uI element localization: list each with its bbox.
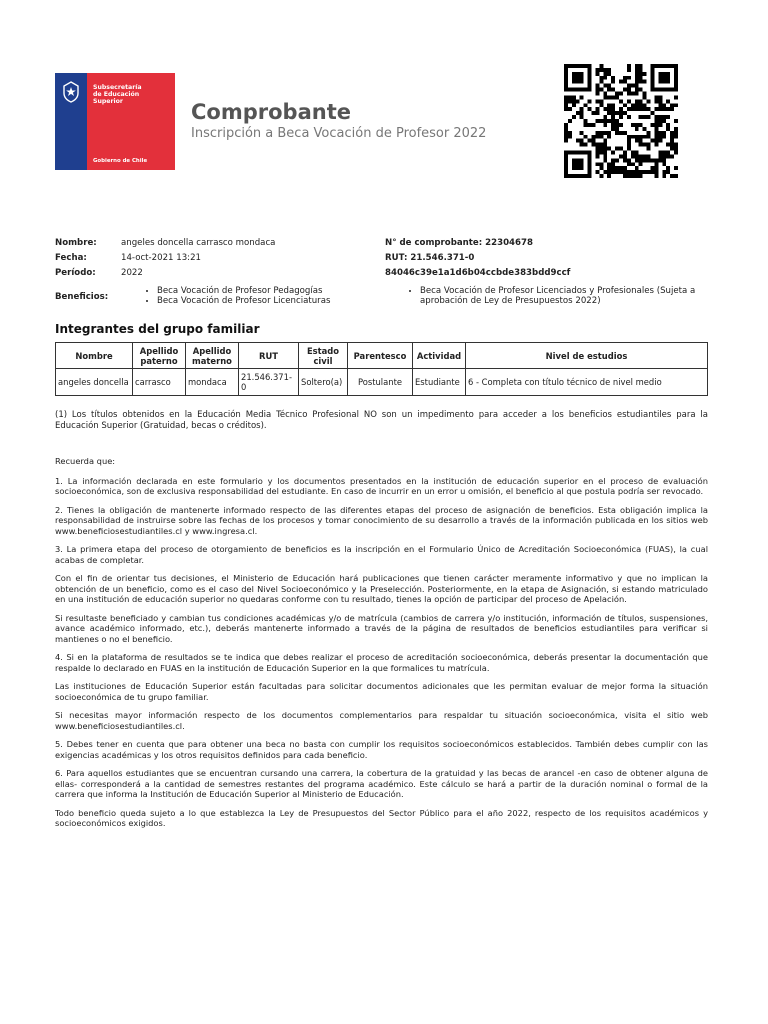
- beneficios-label: Beneficios:: [55, 292, 109, 302]
- family-section-title: Integrantes del grupo familiar: [55, 322, 260, 336]
- ministry-logo: [55, 73, 175, 170]
- col-header: Apellido paterno: [133, 343, 186, 369]
- col-header: Estado civil: [299, 343, 348, 369]
- terms-paragraph: Todo beneficio queda sujeto a lo que establezca la Ley de Presupuestos del Sector Público para el año 2022, respecto de los requisitos académicos y socioeconómicos exigidos.: [55, 807, 708, 828]
- fecha-label: Fecha:: [55, 253, 87, 263]
- nombre-label: Nombre:: [55, 238, 97, 248]
- table-header-row: [56, 343, 708, 369]
- col-header: Parentesco: [348, 343, 413, 369]
- col-header: RUT: [239, 343, 299, 369]
- footnote: (1) Los títulos obtenidos en la Educación Media Técnico Profesional NO son un impedimento para acceder a los beneficios estudiantiles para la Educación Superior (Gratuidad, becas o créditos).: [55, 410, 708, 431]
- fecha-value: 14-oct-2021 13:21: [121, 253, 202, 263]
- nombre-value: angeles doncella carrasco mondaca: [121, 238, 276, 248]
- table-row: [56, 369, 708, 396]
- beneficio-item: • Beca Vocación de Profesor Pedagogías: [157, 286, 330, 296]
- terms-paragraph: 6. Para aquellos estudiantes que se encuentran cursando una carrera, la cobertura de la gratuidad y las becas de arancel -en caso de obtener alguna de ellas- corresponderá a la cantidad de semestres restantes del programa académico. Este cálculo se hará a partir de la duración nominal o formal de la carrera que informa la Institución de Educación Superior al Ministerio de Educación.: [55, 768, 708, 799]
- terms-text: [55, 456, 708, 837]
- table-cell: Soltero(a): [299, 369, 348, 396]
- family-table: [55, 342, 708, 396]
- terms-paragraph: 4. Si en la plataforma de resultados se te indica que debes realizar el proceso de acreditación socioeconómica, deberás presentar la documentación que respalde lo declarado en FUAS en la institución de Educación Superior en la que formalices tu matrícula.: [55, 652, 708, 673]
- terms-paragraph: 2. Tienes la obligación de mantenerte informado respecto de las diferentes etapas del proceso de asignación de beneficios. Esta obligación implica la responsabilidad de instruirse sobre las fechas de los procesos y tomar conocimiento de su desarrollo a través de la información publicada en los sitios web www.beneficiosestudiantiles.cl y www.ingresa.cl.: [55, 504, 708, 536]
- table-cell: Estudiante: [413, 369, 466, 396]
- beneficios-list-1: [143, 286, 330, 306]
- terms-paragraph: Recuerda que:: [55, 456, 116, 466]
- page-subtitle: Inscripción a Beca Vocación de Profesor 2022: [191, 126, 487, 141]
- terms-paragraph: 1. La información declarada en este formulario y los documentos presentados en la institución de educación superior en el proceso de evaluación socioeconómica, son de exclusiva responsabilidad del estudiante. En caso de incurrir en un error u omisión, el beneficio al que postula podría ser revocado.: [55, 475, 708, 496]
- terms-paragraph: 5. Debes tener en cuenta que para obtener una beca no basta con cumplir los requisitos socioeconómicos establecidos. También debes cumplir con las exigencias académicas y los otros requisitos definidos para cada beneficio.: [55, 739, 708, 760]
- coat-of-arms-icon: [58, 79, 84, 105]
- beneficio-item: • Beca Vocación de Profesor Licenciados y Profesionales (Sujeta a aprobación de Ley de Presupuestos 2022): [420, 286, 716, 306]
- terms-paragraph: Si necesitas mayor información respecto de los documentos complementarios para respaldar tu situación socioeconómica, visita el sitio web www.beneficiosestudiantiles.cl.: [55, 710, 708, 731]
- table-cell: Postulante: [348, 369, 413, 396]
- verification-hash: 84046c39e1a1d6b04ccbde383bdd9ccf: [385, 268, 571, 278]
- qr-code: [564, 64, 678, 178]
- comprobante-number: N° de comprobante: 22304678: [385, 238, 533, 248]
- table-cell: mondaca: [186, 369, 239, 396]
- personal-info: [55, 236, 275, 281]
- page-title: Comprobante: [191, 100, 351, 124]
- terms-paragraph: Con el fin de orientar tus decisiones, el Ministerio de Educación hará publicaciones que tienen carácter meramente informativo y que no implican la obtención de un beneficio, como es el caso del Nivel Socioeconómico y la Preselección. Posteriormente, en la etapa de Asignación, si estando matriculado en una institución de educación superior no quedaras conforme con tu resultado, tienes la opción de participar del proceso de Apelación.: [55, 573, 708, 604]
- terms-paragraph: Si resultaste beneficiado y cambian tus condiciones académicas y/o de matrícula (cambios de carrera y/o institución, información de títulos, suspensiones, avance académico informado, etc.), deberás mantenerte informado a través de la página de resultados de beneficios estudiantiles para verificar si mantienes o no el beneficio.: [55, 612, 708, 644]
- logo-gov-name: Gobierno de Chile: [93, 158, 148, 164]
- terms-paragraph: Las instituciones de Educación Superior están facultadas para solicitar documentos adicionales que les permitan evaluar de mejor forma la situación socioeconómica de tu grupo familiar.: [55, 681, 708, 702]
- logo-blue-band: [55, 73, 87, 170]
- table-cell: carrasco: [133, 369, 186, 396]
- col-header: Nivel de estudios: [466, 343, 708, 369]
- receipt-info: [385, 236, 570, 281]
- beneficios-list-2: [406, 286, 716, 306]
- periodo-label: Período:: [55, 268, 96, 278]
- beneficio-item: • Beca Vocación de Profesor Licenciaturas: [157, 296, 330, 306]
- terms-paragraph: 3. La primera etapa del proceso de otorgamiento de beneficios es la inscripción en el Formulario Único de Acreditación Socioeconómica (FUAS), la cual acabas de completar.: [55, 544, 708, 565]
- periodo-value: 2022: [121, 268, 143, 278]
- col-header: Actividad: [413, 343, 466, 369]
- logo-red-band: [87, 73, 175, 170]
- table-cell: angeles doncella: [56, 369, 133, 396]
- table-cell: 6 - Completa con título técnico de nivel medio: [466, 369, 708, 396]
- col-header: Apellido materno: [186, 343, 239, 369]
- logo-org-name: Subsecretaría de Educación Superior: [93, 84, 142, 105]
- col-header: Nombre: [56, 343, 133, 369]
- rut-value: RUT: 21.546.371-0: [385, 253, 475, 263]
- table-cell: 21.546.371-0: [239, 369, 299, 396]
